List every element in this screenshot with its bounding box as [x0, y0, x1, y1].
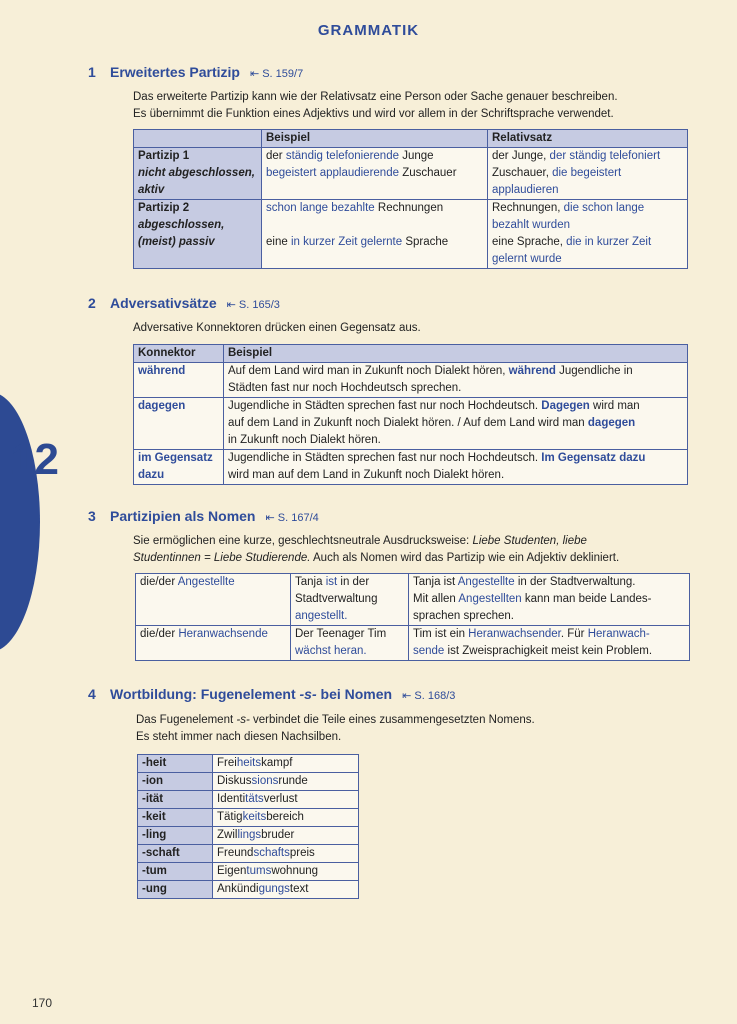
page-reference: ⇤ S. 165/3	[226, 299, 280, 311]
fugenelement-table	[137, 754, 359, 899]
section-3-title: Partizipien als Nomen	[110, 508, 256, 524]
page-reference: ⇤ S. 167/4	[265, 512, 319, 524]
section-1-title: Erweitertes Partizip	[110, 64, 240, 80]
suffix-cell: -ling	[138, 827, 213, 845]
section-1-intro: Das erweiterte Partizip kann wie der Relativsatz eine Person oder Sache genauer beschreiben. Es übernimmt die Funktion eines Adjektivs und wird vor allem in der Schriftsprache verwendet.	[133, 91, 618, 120]
table-row	[138, 809, 359, 827]
compound-noun-cell: Diskussionsrunde	[213, 773, 359, 791]
table-row	[138, 755, 359, 773]
section-3-heading: 3 Partizipien als Nomen ⇤ S. 167/4	[88, 508, 319, 524]
page-reference: ⇤ S. 159/7	[249, 68, 304, 80]
reference-arrow-icon: ⇤	[249, 68, 263, 80]
chapter-tab	[0, 392, 40, 652]
compound-noun-cell: Tätigkeitsbereich	[213, 809, 359, 827]
table-row: die/der Heranwachsende Der Teenager Tim wächst heran. Tim ist ein Heranwachsender. Für Heranwach- sende ist Zweisprachigkeit meist kein Problem.	[136, 626, 690, 661]
section-2-intro: Adversative Konnektoren drücken einen Gegensatz aus.	[133, 322, 421, 334]
table-row: Partizip 1 nicht abgeschlossen, aktiv der ständig telefonierende Junge begeistert applaudierende Zuschauer der Junge, der ständig telefoniert Zuschauer, die begeistert applaudieren	[134, 148, 688, 200]
reference-arrow-icon: ⇤	[226, 299, 239, 311]
table-row: im Gegensatz dazu Jugendliche in Städten sprechen fast nur noch Hochdeutsch. Im Gegensatz dazu wird man auf dem Land in Zukunft noch Dialekt hören.	[134, 450, 688, 485]
suffix-cell: -schaft	[138, 845, 213, 863]
table-row: die/der Angestellte Tanja ist in der Stadtverwaltung angestellt. Tanja ist Angestellte in der Stadtverwaltung. Mit allen Angestellten kann man beide Landes- sprachen sprechen.	[136, 574, 690, 626]
section-1-heading: 1 Erweitertes Partizip ⇤ S. 159/7	[88, 64, 304, 80]
suffix-cell: -ion	[138, 773, 213, 791]
table-header-row	[134, 130, 688, 148]
table-row	[138, 863, 359, 881]
adversative-table	[133, 344, 688, 485]
table-row: dagegen Jugendliche in Städten sprechen fast nur noch Hochdeutsch. Dagegen wird man auf dem Land in Zukunft noch Dialekt hören. / Auf dem Land wird man dagegen in Zukunft noch Dialekt hören.	[134, 398, 688, 450]
page-reference: ⇤ S. 168/3	[402, 690, 456, 702]
participle-noun-table	[135, 573, 690, 661]
reference-arrow-icon: ⇤	[402, 690, 415, 702]
section-4-heading: 4 Wortbildung: Fugenelement -s- bei Nomen ⇤ S. 168/3	[88, 686, 456, 702]
suffix-cell: -heit	[138, 755, 213, 773]
section-2-heading: 2 Adversativsätze ⇤ S. 165/3	[88, 295, 280, 311]
compound-noun-cell: Identitätsverlust	[213, 791, 359, 809]
column-header: Beispiel	[224, 345, 688, 363]
reference-arrow-icon: ⇤	[265, 512, 278, 524]
suffix-cell: -ung	[138, 881, 213, 899]
suffix-cell: -keit	[138, 809, 213, 827]
section-4-intro: Das Fugenelement -s- verbindet die Teile eines zusammengesetzten Nomens. Es steht immer nach diesen Nachsilben.	[136, 714, 535, 743]
suffix-cell: -ität	[138, 791, 213, 809]
table-row	[138, 845, 359, 863]
compound-noun-cell: Eigentumswohnung	[213, 863, 359, 881]
section-3-intro: Sie ermöglichen eine kurze, geschlechtsneutrale Ausdrucksweise: Liebe Studenten, liebe Studentinnen = Liebe Studierende. Auch als Nomen wird das Partizip wie ein Adjektiv dekliniert.	[133, 535, 620, 564]
table-row	[138, 881, 359, 899]
compound-noun-cell: Zwillingsbruder	[213, 827, 359, 845]
page-number: 170	[32, 996, 53, 1010]
column-header: Beispiel	[262, 130, 488, 148]
participle-table	[133, 129, 688, 269]
page-title: GRAMMATIK	[317, 22, 420, 39]
table-row	[138, 827, 359, 845]
table-row	[138, 773, 359, 791]
section-2-title: Adversativsätze	[110, 295, 217, 311]
compound-noun-cell: Freundschaftspreis	[213, 845, 359, 863]
column-header: Konnektor	[134, 345, 224, 363]
table-header-row	[134, 345, 688, 363]
column-header: Relativsatz	[488, 130, 688, 148]
compound-noun-cell: Freiheitskampf	[213, 755, 359, 773]
table-row: während Auf dem Land wird man in Zukunft noch Dialekt hören, während Jugendliche in Städten fast nur noch Hochdeutsch sprechen.	[134, 363, 688, 398]
table-row	[138, 791, 359, 809]
suffix-cell: -tum	[138, 863, 213, 881]
compound-noun-cell: Ankündigungstext	[213, 881, 359, 899]
table-row: Partizip 2 abgeschlossen, (meist) passiv schon lange bezahlte Rechnungen eine in kurzer Zeit gelernte Sprache Rechnungen, die schon lange bezahlt wurden eine Sprache, die in kurzer Zeit gelernt wurde	[134, 200, 688, 269]
section-4-title: Wortbildung: Fugenelement -s- bei Nomen	[110, 686, 393, 702]
chapter-number: 12	[10, 435, 59, 484]
